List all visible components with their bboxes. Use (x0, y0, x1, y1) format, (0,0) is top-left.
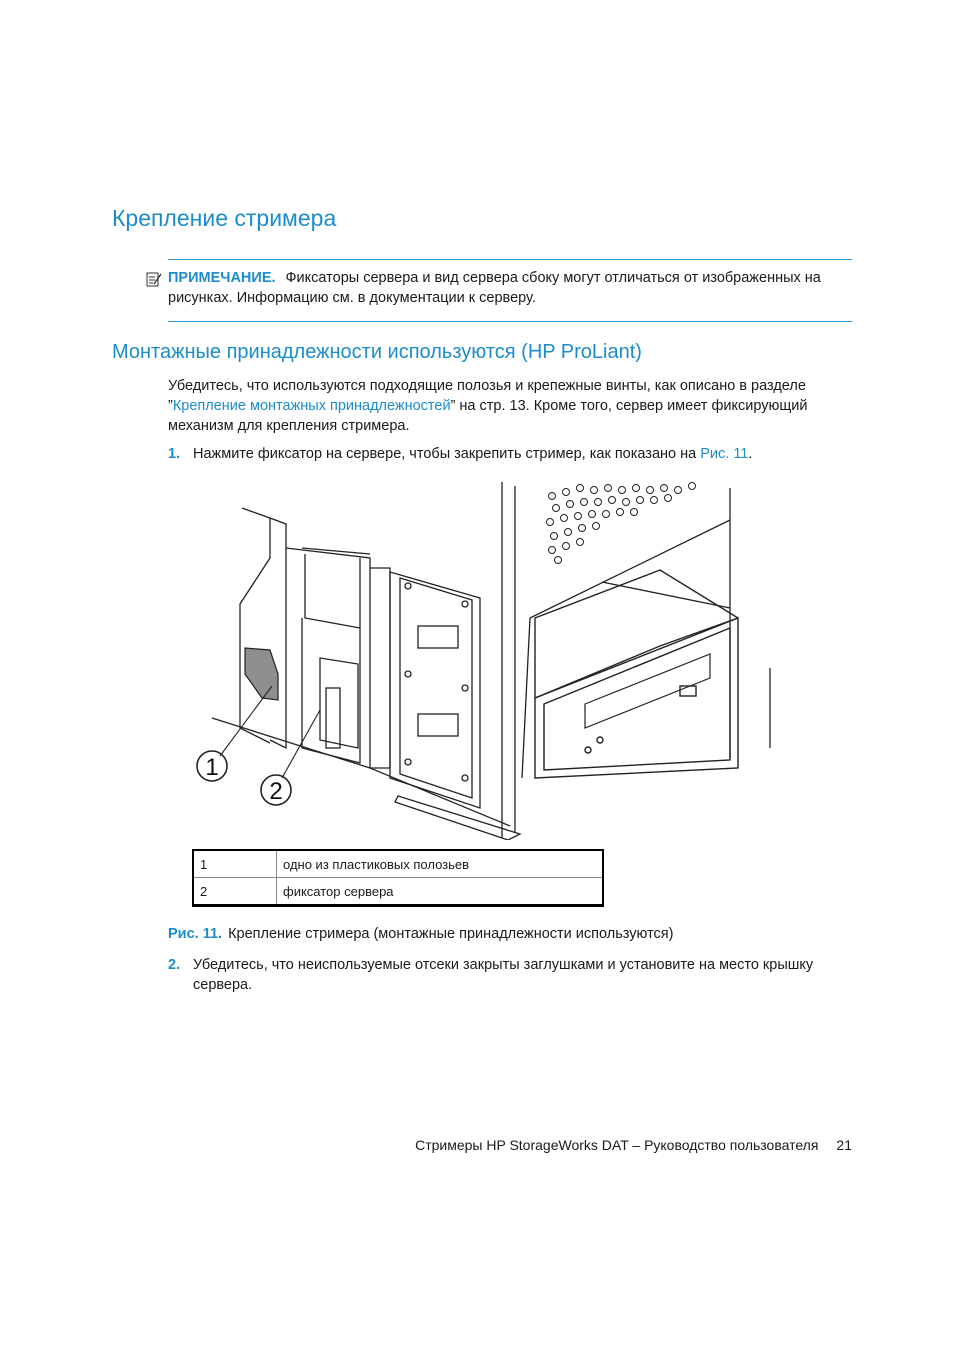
note-bottom-rule (168, 321, 852, 322)
table-row (193, 850, 603, 878)
vent-holes-icon (547, 483, 696, 564)
legend-description: фиксатор сервера (277, 878, 604, 906)
page-heading: Крепление стримера (112, 205, 337, 231)
caption-label: Рис. 11. (168, 926, 223, 942)
page-footer (415, 1137, 852, 1153)
step-2-number: 2. (168, 957, 181, 973)
callout-2-label: 2 (269, 778, 283, 805)
server-drive-illustration (190, 478, 780, 840)
step-1-text: Нажмите фиксатор на сервере, чтобы закрепить стример, как показано на (193, 446, 701, 462)
legend-table (192, 849, 604, 907)
intro-text-1: Убедитесь, что используются подходящие полозья и крепежные винты, как описано в разделе ” (168, 378, 806, 414)
table-row (193, 878, 603, 906)
footer-title: Стримеры HP StorageWorks DAT – Руководство пользователя (415, 1137, 819, 1153)
step-1-end: . (748, 446, 753, 462)
legend-number: 1 (193, 850, 277, 878)
intro-paragraph (168, 376, 858, 436)
plastic-rail-handle (245, 648, 278, 700)
caption-text: Крепление стримера (монтажные принадлежности используются) (228, 926, 674, 942)
bracket-rails (240, 508, 480, 808)
intro-text-2: ” на стр. 13. Кроме того, сервер имеет фиксирующий механизм для крепления стримера. (168, 398, 808, 434)
step-1-number: 1. (168, 446, 181, 462)
note-label: ПРИМЕЧАНИЕ. (168, 270, 276, 286)
legend-description: одно из пластиковых полозьев (277, 850, 604, 878)
step-2-text: Убедитесь, что неиспользуемые отсеки закрыты заглушками и установите на место крышку сервера. (193, 957, 814, 993)
page-number: 21 (836, 1137, 852, 1153)
legend-number: 2 (193, 878, 277, 906)
note-top-rule (168, 259, 852, 260)
figure-11-link[interactable]: Рис. 11 (700, 446, 749, 462)
note-icon (146, 271, 162, 287)
mounting-hardware-link[interactable]: Крепление монтажных принадлежностей (172, 398, 451, 414)
figure-caption (168, 926, 673, 942)
note-text: Фиксаторы сервера и вид сервера сбоку могут отличаться от изображенных на рисунках. Информацию см. в документации к серверу. (168, 270, 821, 306)
callout-1-label: 1 (205, 754, 219, 781)
section-subheading: Монтажные принадлежности используются (HP ProLiant) (112, 341, 642, 363)
